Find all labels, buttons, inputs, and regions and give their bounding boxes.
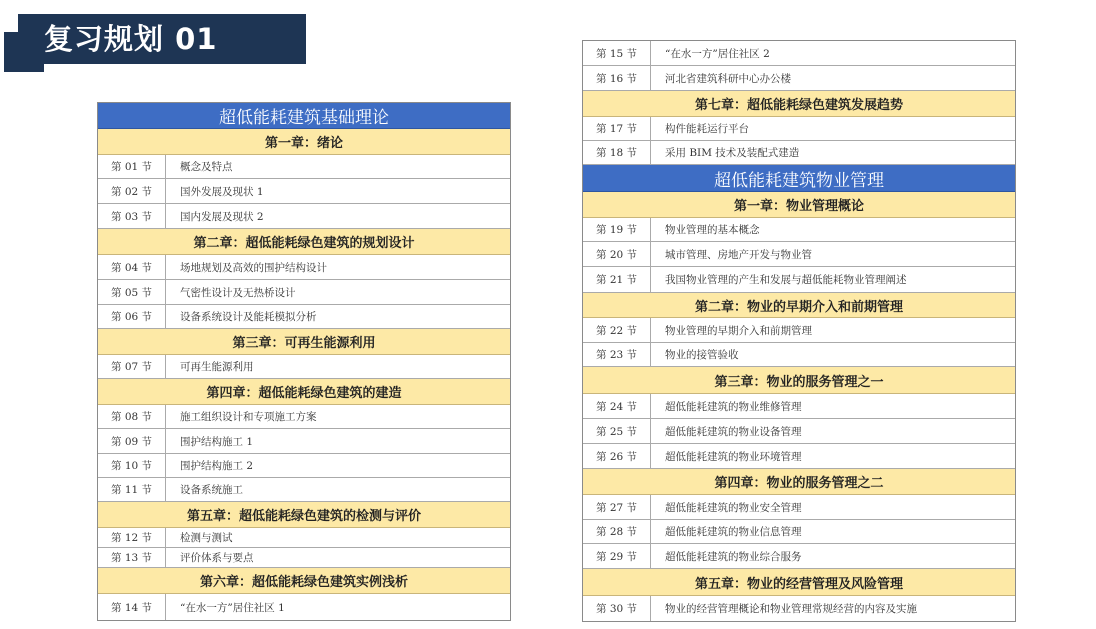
chapter-heading xyxy=(583,469,1015,495)
chapter-heading xyxy=(98,229,510,255)
section-number: 第 27 节 xyxy=(583,495,651,519)
banner-text: 超低能耗建筑物业管理 xyxy=(714,170,884,191)
section-title: 设备系统施工 xyxy=(180,484,243,496)
section-number: 第 23 节 xyxy=(583,343,651,366)
section-row xyxy=(98,179,510,204)
section-number: 第 25 节 xyxy=(583,419,651,443)
section-number: 第 20 节 xyxy=(583,242,651,266)
section-number: 第 06 节 xyxy=(98,305,166,328)
section-title: 超低能耗建筑的物业环境管理 xyxy=(665,450,802,463)
section-title: 物业的经营管理概论和物业管理常规经营的内容及实施 xyxy=(665,603,917,615)
section-row xyxy=(583,520,1015,544)
chapter-title: 第三章：物业的服务管理之一 xyxy=(714,374,884,390)
chapter-heading xyxy=(98,379,510,405)
section-number: 第 21 节 xyxy=(583,267,651,292)
chapter-heading xyxy=(98,129,510,155)
chapter-heading xyxy=(583,293,1015,318)
section-title: 评价体系与要点 xyxy=(180,552,254,564)
section-row xyxy=(583,394,1015,419)
chapter-heading xyxy=(583,192,1015,218)
section-number: 第 22 节 xyxy=(583,318,651,342)
section-title: 物业管理的基本概念 xyxy=(665,224,760,236)
section-row xyxy=(98,255,510,280)
chapter-heading xyxy=(98,502,510,528)
chapter-title: 第四章：超低能耗绿色建筑的建造 xyxy=(206,386,402,401)
section-title: 构件能耗运行平台 xyxy=(665,123,749,135)
section-number: 第 04 节 xyxy=(98,255,166,279)
section-row xyxy=(583,218,1015,242)
section-title: 超低能耗建筑的物业维修管理 xyxy=(665,400,802,413)
section-row xyxy=(583,419,1015,444)
section-number: 第 02 节 xyxy=(98,179,166,203)
section-number: 第 15 节 xyxy=(583,41,651,65)
section-title: 可再生能源利用 xyxy=(180,361,254,373)
section-number: 第 07 节 xyxy=(98,355,166,378)
section-title: 超低能耗建筑的物业安全管理 xyxy=(665,501,802,514)
section-row xyxy=(98,355,510,379)
section-row xyxy=(98,594,510,620)
section-title: 城市管理、房地产开发与物业管 xyxy=(665,248,812,261)
section-number: 第 11 节 xyxy=(98,478,166,501)
section-number: 第 05 节 xyxy=(98,280,166,304)
section-title: 施工组织设计和专项施工方案 xyxy=(180,411,317,423)
section-title: “在水一方”居住社区 2 xyxy=(665,47,770,60)
section-title: 采用 BIM 技术及装配式建造 xyxy=(665,147,800,159)
chapter-heading xyxy=(583,367,1015,394)
section-row xyxy=(98,454,510,478)
section-title: 国内发展及现状 2 xyxy=(180,210,264,223)
section-number: 第 16 节 xyxy=(583,66,651,90)
section-title: 气密性设计及无热桥设计 xyxy=(180,286,296,299)
page-title: 复习规划 01 xyxy=(18,14,306,64)
section-row xyxy=(583,596,1015,621)
section-row xyxy=(98,155,510,179)
section-title: 物业的接管验收 xyxy=(665,349,739,361)
section-row xyxy=(583,141,1015,165)
chapter-heading xyxy=(98,329,510,355)
section-number: 第 30 节 xyxy=(583,596,651,621)
table-banner xyxy=(98,103,510,129)
section-row xyxy=(583,242,1015,267)
section-row xyxy=(98,204,510,229)
section-row xyxy=(583,444,1015,469)
section-row xyxy=(98,478,510,502)
section-title: 超低能耗建筑的物业设备管理 xyxy=(665,425,802,438)
section-title: 超低能耗建筑的物业综合服务 xyxy=(665,550,802,563)
table-banner xyxy=(583,165,1015,192)
right-syllabus-table xyxy=(582,40,1016,622)
section-number: 第 03 节 xyxy=(98,204,166,228)
chapter-title: 第五章：物业的经营管理及风险管理 xyxy=(694,576,903,592)
section-row xyxy=(98,548,510,568)
section-row xyxy=(98,280,510,305)
section-title: 物业管理的早期介入和前期管理 xyxy=(665,324,812,337)
section-number: 第 12 节 xyxy=(98,528,166,547)
section-row xyxy=(98,305,510,329)
section-title: 检测与测试 xyxy=(180,532,233,544)
chapter-title: 第六章：超低能耗绿色建筑实例浅析 xyxy=(199,575,408,590)
section-number: 第 26 节 xyxy=(583,444,651,468)
section-title: 国外发展及现状 1 xyxy=(180,185,264,198)
section-number: 第 01 节 xyxy=(98,155,166,178)
section-row xyxy=(583,117,1015,141)
section-row xyxy=(583,318,1015,343)
section-title: “在水一方”居住社区 1 xyxy=(180,601,285,614)
chapter-heading xyxy=(583,569,1015,596)
section-row xyxy=(583,343,1015,367)
section-title: 我国物业管理的产生和发展与超低能耗物业管理阐述 xyxy=(665,274,907,286)
section-number: 第 14 节 xyxy=(98,594,166,620)
section-row xyxy=(98,429,510,454)
chapter-title: 第二章：超低能耗绿色建筑的规划设计 xyxy=(193,236,415,251)
section-row xyxy=(583,41,1015,66)
section-title: 概念及特点 xyxy=(180,161,233,173)
chapter-title: 第四章：物业的服务管理之二 xyxy=(714,476,884,491)
chapter-title: 第七章：超低能耗绿色建筑发展趋势 xyxy=(694,98,903,113)
section-title: 围护结构施工 2 xyxy=(180,460,254,472)
section-row xyxy=(583,544,1015,569)
section-number: 第 29 节 xyxy=(583,544,651,568)
title-block xyxy=(0,0,310,80)
chapter-title: 第五章：超低能耗绿色建筑的检测与评价 xyxy=(186,509,421,524)
section-row xyxy=(583,267,1015,293)
section-number: 第 10 节 xyxy=(98,454,166,477)
section-title: 超低能耗建筑的物业信息管理 xyxy=(665,526,802,538)
left-syllabus-table xyxy=(97,102,511,621)
banner-text: 超低能耗建筑基础理论 xyxy=(219,108,389,128)
section-number: 第 18 节 xyxy=(583,141,651,164)
section-number: 第 28 节 xyxy=(583,520,651,543)
section-number: 第 24 节 xyxy=(583,394,651,418)
section-title: 围护结构施工 1 xyxy=(180,435,254,448)
section-row xyxy=(98,528,510,548)
section-row xyxy=(583,66,1015,91)
section-row xyxy=(583,495,1015,520)
section-title: 场地规划及高效的围护结构设计 xyxy=(180,261,327,274)
section-number: 第 17 节 xyxy=(583,117,651,140)
section-title: 设备系统设计及能耗模拟分析 xyxy=(180,311,317,323)
section-row xyxy=(98,405,510,429)
section-number: 第 08 节 xyxy=(98,405,166,428)
section-title: 河北省建筑科研中心办公楼 xyxy=(665,72,791,85)
chapter-title: 第一章：绪论 xyxy=(264,136,343,151)
chapter-heading xyxy=(98,568,510,594)
chapter-title: 第二章：物业的早期介入和前期管理 xyxy=(694,299,903,315)
chapter-title: 第三章：可再生能源利用 xyxy=(232,336,376,351)
chapter-title: 第一章：物业管理概论 xyxy=(733,199,864,214)
section-number: 第 13 节 xyxy=(98,548,166,567)
section-number: 第 09 节 xyxy=(98,429,166,453)
section-number: 第 19 节 xyxy=(583,218,651,241)
chapter-heading xyxy=(583,91,1015,117)
